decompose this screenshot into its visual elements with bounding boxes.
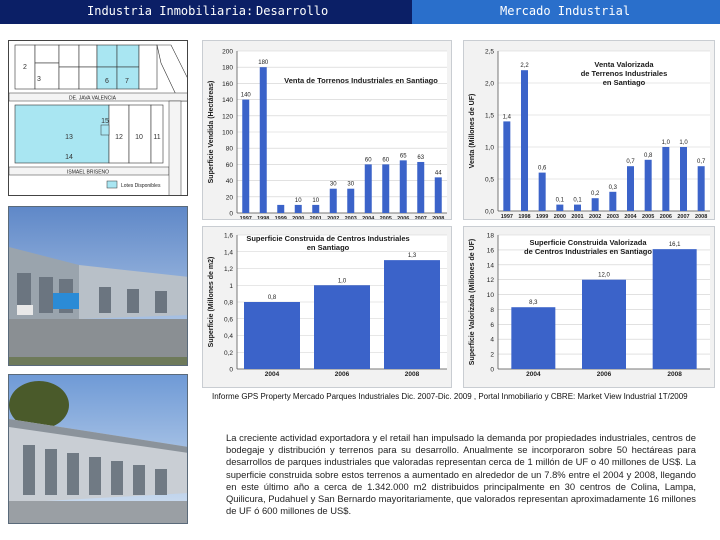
street-label-1: DE. JAVA VALENCIA — [69, 95, 116, 102]
header-bar-right — [412, 0, 720, 24]
data-label: 0,1 — [555, 197, 565, 204]
x-tick-label: 2001 — [571, 214, 584, 219]
y-axis-label: Superficie (Millones de m2) — [208, 256, 215, 348]
y-tick-label: 200 — [222, 48, 233, 56]
y-tick-label: 14 — [486, 262, 494, 270]
bar — [330, 189, 337, 213]
data-label: 0,7 — [626, 159, 635, 166]
data-label: 30 — [329, 181, 337, 188]
bar — [435, 177, 442, 213]
source-caption: Informe GPS Property Mercado Parques Industriales Dic. 2007-Dic. 2009 , Portal Inmobiliario y CBRE: Market View Industrial 1T/2009 — [212, 392, 688, 401]
bar — [662, 147, 669, 211]
data-label: 1,0 — [337, 278, 347, 285]
data-label: 0,6 — [537, 165, 547, 172]
x-tick-label: 2005 — [642, 214, 655, 219]
x-tick-label: 1998 — [257, 216, 270, 219]
chart-title: Venta de Torrenos Industriales en Santiago — [284, 76, 438, 85]
lot-number: 11 — [153, 134, 161, 141]
bar — [277, 205, 284, 213]
lot-number: 7 — [125, 78, 129, 85]
data-label: 0,8 — [267, 295, 277, 301]
chart-title: de Centros Industriales en Santiago — [524, 247, 652, 256]
x-tick-label: 2006 — [659, 214, 672, 219]
chart-superficie-valorizada — [464, 227, 714, 387]
data-label: 180 — [258, 60, 269, 67]
bar — [503, 121, 510, 211]
chart-title: Venta Valorizada — [594, 60, 654, 69]
data-label: 65 — [399, 153, 407, 160]
lot-number: 10 — [135, 134, 143, 141]
y-tick-label: 120 — [222, 113, 233, 121]
y-tick-label: 0 — [229, 366, 233, 374]
y-tick-label: 1,5 — [484, 112, 494, 120]
chart-title: Superficie Construida Valorizada — [529, 238, 647, 247]
data-label: 1,3 — [407, 253, 417, 260]
data-label: 0,2 — [590, 191, 600, 198]
bar — [384, 260, 440, 369]
data-label: 63 — [417, 154, 425, 161]
y-tick-label: 160 — [222, 80, 233, 88]
y-tick-label: 2,0 — [484, 80, 494, 88]
bar — [653, 249, 697, 369]
y-tick-label: 60 — [225, 161, 233, 169]
x-tick-label: 2002 — [589, 214, 602, 219]
y-tick-label: 6 — [490, 321, 494, 329]
chart-panel-1 — [202, 40, 452, 220]
warehouse-photo-1 — [8, 206, 188, 366]
y-tick-label: 0,5 — [484, 176, 494, 184]
bar — [511, 307, 555, 369]
x-tick-label: 2006 — [596, 371, 612, 378]
x-tick-label: 2006 — [334, 371, 350, 378]
bar — [365, 164, 372, 213]
bar — [680, 147, 687, 211]
bar — [574, 205, 581, 211]
y-tick-label: 12 — [486, 277, 494, 285]
x-tick-label: 2000 — [292, 216, 305, 219]
bar — [347, 189, 354, 213]
data-label: 1,0 — [661, 140, 671, 146]
data-label: 2,2 — [520, 63, 529, 70]
x-tick-label: 2001 — [309, 216, 322, 219]
x-tick-label: 1997 — [500, 214, 513, 219]
truck — [53, 293, 79, 309]
y-tick-label: 0,8 — [223, 299, 233, 307]
y-axis-label: Superficie Vendida (Hectáreas) — [208, 80, 215, 184]
data-label: 0,8 — [643, 152, 653, 159]
lot-number: 15 — [101, 118, 109, 125]
chart-title: Superficie Construida de Centros Industriales — [246, 234, 410, 243]
y-axis-label: Venta (Millones de UF) — [469, 93, 476, 169]
x-tick-label: 2007 — [414, 216, 427, 219]
x-tick-label: 2008 — [667, 371, 682, 378]
y-tick-label: 1,0 — [484, 144, 494, 152]
y-tick-label: 1 — [229, 282, 233, 290]
x-tick-label: 2000 — [553, 214, 566, 219]
bar — [627, 166, 634, 211]
x-tick-label: 2004 — [362, 216, 375, 219]
x-tick-label: 2004 — [624, 214, 637, 219]
y-tick-label: 0,0 — [484, 208, 494, 216]
header-section-title: Mercado Industrial — [500, 4, 631, 18]
x-tick-label: 2006 — [397, 216, 410, 219]
chart-title: en Santiago — [306, 243, 350, 252]
data-label: 1,0 — [679, 140, 688, 146]
data-label: 44 — [434, 170, 442, 177]
x-tick-label: 2002 — [327, 216, 340, 219]
y-tick-label: 8 — [490, 306, 494, 314]
y-tick-label: 2 — [490, 351, 494, 359]
header-subtitle: Desarrollo — [256, 4, 329, 18]
site-plan-map — [8, 40, 188, 196]
bar — [539, 173, 546, 211]
x-tick-label: 2004 — [264, 371, 280, 378]
x-tick-label: 2005 — [379, 216, 392, 219]
chart-panel-2 — [463, 40, 715, 220]
data-label: 140 — [240, 92, 251, 99]
y-tick-label: 40 — [225, 178, 233, 186]
bar — [417, 162, 424, 213]
legend-swatch — [107, 181, 117, 188]
y-tick-label: 0,6 — [223, 316, 233, 324]
y-tick-label: 2,5 — [484, 48, 494, 56]
data-label: 1,4 — [502, 114, 512, 121]
x-tick-label: 2004 — [526, 371, 541, 378]
lot-number: 13 — [65, 134, 73, 141]
y-tick-label: 16 — [486, 247, 494, 255]
chart-title: de Terrenos Industriales — [580, 69, 668, 78]
bar — [645, 160, 652, 211]
chart-title: en Santiago — [602, 78, 646, 87]
y-tick-label: 0 — [229, 210, 233, 218]
bar — [244, 302, 300, 369]
street-label-2: ISMAEL BRISENO — [67, 169, 110, 176]
data-label: 60 — [364, 157, 372, 164]
x-tick-label: 2003 — [606, 214, 619, 219]
y-tick-label: 1,2 — [223, 266, 233, 273]
bar — [295, 205, 302, 213]
bar — [312, 205, 319, 213]
lot-number: 2 — [23, 64, 27, 71]
bar — [242, 100, 249, 213]
chart-panel-3 — [202, 226, 452, 388]
body-paragraph: La creciente actividad exportadora y el retail han impulsado la demanda por propiedades industriales, centros de bodegaje y distribución y terrenos para su desarrollo. Anualmente se incorporaron sobre 50 hectáreas para desarrollos de parques industriales que valoradas representan cerca de 1 millón de UF o 40 millones de US$. La superficie construida sobre estos terrenos a aumentado en alrededor de un 7.8% entre el 2004 y 2008, llegando en este último año a cerca de 1.342.000 m2 distribuidos principalmente en 30 centros de Colina, Lampa, Quilicura, Pudahuel y San Bernardo mayoritariamente, que valorados representan aproximadamente 16 millones de UF ó 600 millones de US$. — [226, 432, 696, 517]
warehouse-photo-2 — [8, 374, 188, 524]
header-title: Industria Inmobiliaria: — [87, 4, 254, 18]
y-tick-label: 10 — [486, 292, 494, 300]
y-tick-label: 100 — [222, 129, 233, 137]
bar — [521, 70, 528, 211]
data-label: 30 — [347, 181, 355, 188]
bar — [556, 205, 563, 211]
data-label: 10 — [294, 197, 302, 204]
y-tick-label: 80 — [225, 145, 233, 153]
bar — [382, 164, 389, 213]
x-tick-label: 2008 — [695, 214, 708, 219]
y-tick-label: 1,6 — [223, 232, 233, 240]
y-tick-label: 0,2 — [223, 349, 233, 357]
x-tick-label: 1999 — [536, 214, 549, 219]
chart-superficie-construida — [203, 227, 451, 387]
data-label: 60 — [382, 157, 390, 164]
data-label: 0,7 — [696, 159, 706, 166]
x-tick-label: 2008 — [404, 371, 420, 378]
y-tick-label: 20 — [225, 194, 233, 202]
lot-number: 6 — [105, 78, 109, 85]
chart-terrenos-valorizada — [464, 41, 714, 219]
y-tick-label: 0 — [490, 366, 494, 374]
lot-number: 14 — [65, 154, 73, 161]
bar — [592, 198, 599, 211]
x-tick-label: 2007 — [677, 214, 690, 219]
data-label: 0,3 — [608, 184, 618, 191]
x-tick-label: 2008 — [432, 216, 445, 219]
data-label: 0,1 — [573, 197, 582, 204]
y-tick-label: 0,4 — [223, 333, 233, 340]
x-tick-label: 1997 — [239, 216, 252, 219]
x-tick-label: 1999 — [274, 216, 287, 219]
legend-label: Lotes Disponibles — [121, 183, 161, 189]
data-label: 8,3 — [529, 300, 538, 307]
data-label: 16,1 — [668, 242, 681, 249]
y-tick-label: 1,4 — [223, 249, 233, 257]
bar — [314, 285, 370, 369]
bar — [582, 280, 626, 369]
bar — [400, 160, 407, 213]
chart-terrenos-superficie — [203, 41, 451, 219]
y-tick-label: 4 — [490, 336, 494, 344]
bar — [609, 192, 616, 211]
data-label: 10 — [312, 197, 320, 204]
y-tick-label: 180 — [222, 64, 233, 72]
y-tick-label: 18 — [486, 232, 494, 240]
site-plan-drawing — [9, 41, 188, 196]
header-bar-left — [0, 0, 412, 24]
lot-number: 3 — [37, 76, 41, 83]
y-tick-label: 140 — [222, 97, 233, 105]
lot-number: 12 — [115, 134, 123, 141]
x-tick-label: 1998 — [518, 214, 531, 219]
bar — [698, 166, 705, 211]
x-tick-label: 2003 — [344, 216, 357, 219]
y-axis-label: Superficie Valorizada (Millones de UF) — [469, 238, 476, 366]
chart-panel-4 — [463, 226, 715, 388]
data-label: 12,0 — [598, 272, 610, 279]
bar — [260, 67, 267, 213]
